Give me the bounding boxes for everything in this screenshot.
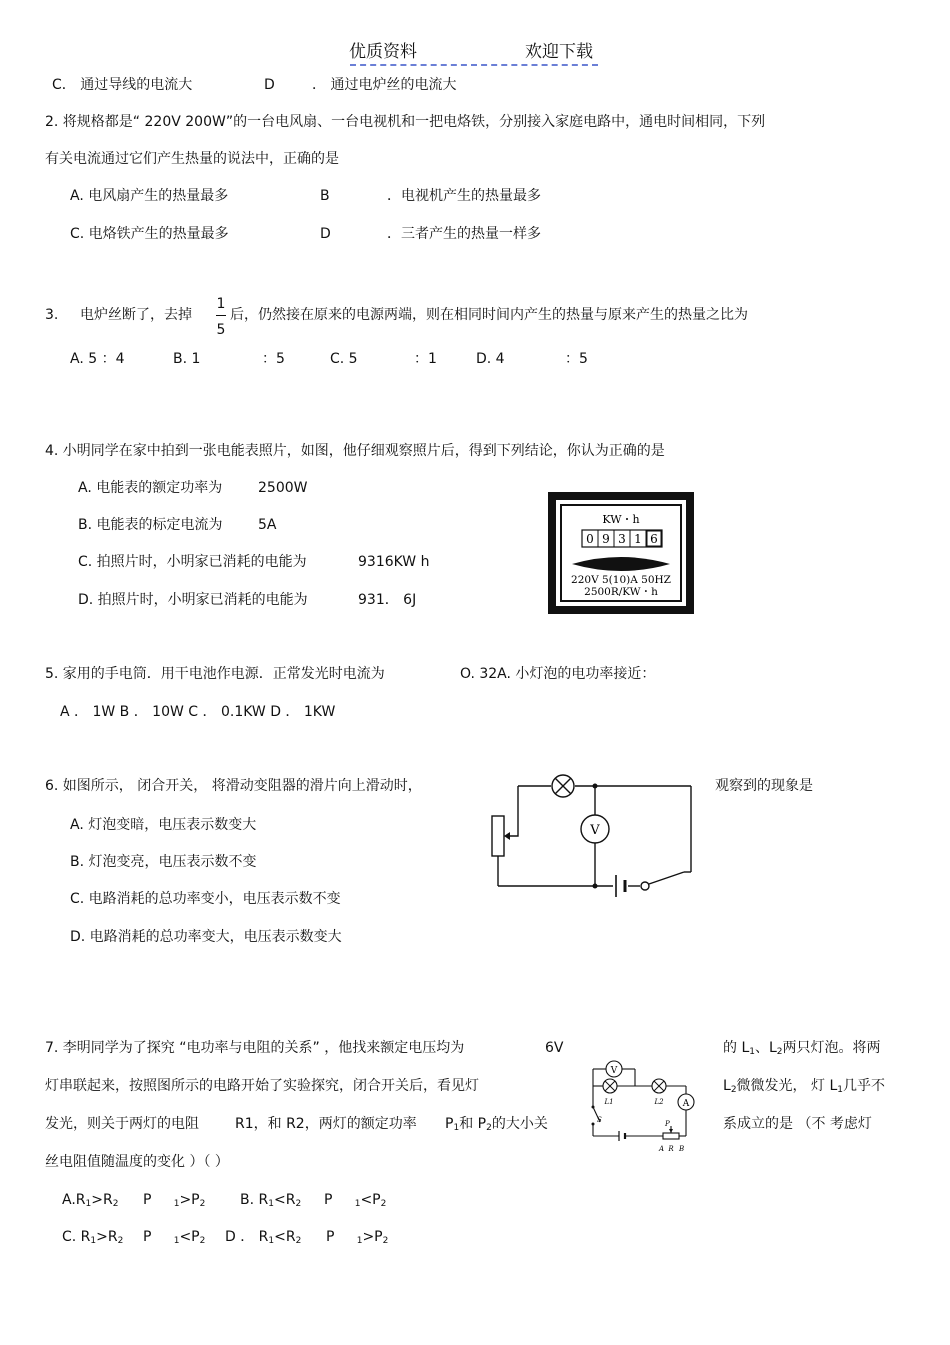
q7-line3-a: 发光，则关于两灯的电阻	[45, 1116, 199, 1132]
q2-stem-line2: 有关电流通过它们产生热量的说法中，正确的是	[45, 151, 339, 167]
meter-digit: 0	[586, 532, 594, 546]
header-underline	[350, 64, 598, 66]
slider-label: P	[665, 1120, 670, 1128]
q1-option-c: C． 通过导线的电流大	[52, 77, 193, 93]
q1-option-d-letter: D	[264, 77, 275, 93]
q2-option-b-letter: B	[320, 188, 330, 204]
q3-stem-b: 后，仍然接在原来的电源两端，则在相同时间内产生的热量与原来产生的热量之比为	[230, 307, 748, 323]
q7-circuit-diagram	[583, 1052, 703, 1156]
rheostat-end-b: B	[679, 1145, 685, 1153]
q2-option-b-text: ．电视机产生的热量最多	[387, 188, 541, 204]
q4-option-a-value: 2500W	[258, 480, 308, 496]
q6-option-d: D. 电路消耗的总功率变大，电压表示数变大	[70, 929, 342, 945]
q3-option-c-ratio: ：1	[414, 351, 437, 367]
meter-digit: 6	[650, 532, 658, 546]
q4-option-b-value: 5A	[258, 517, 277, 533]
q4-option-b: B. 电能表的标定电流为	[78, 517, 223, 533]
q2-stem-line1: 2. 将规格都是“ 220V 200W”的一台电风扇、一台电视机和一把电烙铁，分别接入家庭电路中，通电时间相同，下列	[45, 114, 766, 130]
meter-spec-line1: 220V 5(10)A 50HZ	[571, 574, 671, 586]
q2-option-d-text: ．三者产生的热量一样多	[387, 226, 541, 242]
q7-option-d-power: P $_1>P_2$	[326, 1229, 389, 1246]
rheostat-end-a: A	[659, 1145, 665, 1153]
q3-fraction-bar	[216, 315, 226, 316]
ammeter-label: A	[682, 1099, 690, 1109]
q7-line1-c: 的 $L_1$、$L_2$两只灯泡。将两	[723, 1040, 881, 1057]
q7-option-c: C. $R_1>R_2$	[62, 1229, 124, 1246]
q1-option-d-text: ． 通过电炉丝的电流大	[312, 77, 457, 93]
meter-digit: 9	[602, 532, 610, 546]
q7-option-c-power: P $_1<P_2$	[143, 1229, 206, 1246]
lamp-l2-icon	[652, 1079, 666, 1093]
lamp-l2-label: L2	[654, 1098, 664, 1106]
meter-digit: 1	[634, 532, 642, 546]
rheostat-label: R	[668, 1145, 674, 1153]
q7-line3-d: 系成立的是 （不 考虑灯	[723, 1116, 872, 1132]
q3-fraction-denominator: 5	[216, 322, 226, 338]
q6-option-c: C. 电路消耗的总功率变小，电压表示数不变	[70, 891, 341, 907]
energy-meter-figure	[548, 492, 694, 614]
q3-option-b-ratio: ：5	[262, 351, 285, 367]
q6-option-a: A. 灯泡变暗，电压表示数变大	[70, 817, 257, 833]
q3-option-b: B. 1	[173, 351, 201, 367]
header-right: 欢迎下载	[525, 42, 593, 62]
q6-stem-a: 6. 如图所示， 闭合开关， 将滑动变阻器的滑片向上滑动时，	[45, 778, 422, 794]
meter-spec-line2: 2500R/KW・h	[584, 586, 658, 598]
q7-line4: 丝电阻值随温度的变化 ）（ ）	[45, 1154, 229, 1170]
q7-line1-a: 7. 李明同学为了探究 “电功率与电阻的关系” ，他找来额定电压均为	[45, 1040, 465, 1056]
voltmeter-label: V	[610, 1066, 618, 1076]
meter-digit: 3	[618, 532, 626, 546]
q7-line3-c: $P_1$和 $P_2$的大小关	[445, 1116, 548, 1133]
q4-stem: 4. 小明同学在家中拍到一张电能表照片，如图，他仔细观察照片后，得到下列结论，你认为正确的是	[45, 443, 665, 459]
q6-circuit-diagram	[488, 772, 698, 902]
q7-option-a: $A.R_1>R_2$	[62, 1192, 119, 1209]
q5-stem-a: 5. 家用的手电筒．用干电池作电源．正常发光时电流为	[45, 666, 385, 682]
q2-option-c: C. 电烙铁产生的热量最多	[70, 226, 229, 242]
lamp-icon	[552, 775, 574, 797]
q6-stem-b: 观察到的现象是	[715, 778, 813, 794]
q3-fraction-numerator: 1	[216, 296, 226, 312]
q4-option-a: A. 电能表的额定功率为	[78, 480, 223, 496]
q3-option-c: C. 5	[330, 351, 358, 367]
q2-option-d-letter: D	[320, 226, 331, 242]
q5-options: A ． 1W B ． 10W C ． 0.1KW D ． 1KW	[60, 704, 336, 720]
q4-option-c-value: 9316KW h	[358, 554, 430, 570]
voltmeter-label: V	[590, 823, 600, 838]
q7-line1-b: 6V	[545, 1040, 564, 1056]
q3-option-d-ratio: ：5	[565, 351, 588, 367]
lamp-l1-label: L1	[604, 1098, 614, 1106]
q7-line2-a: 灯串联起来，按照图所示的电路开始了实验探究，闭合开关后，看见灯	[45, 1078, 479, 1094]
header-left: 优质资料	[349, 42, 417, 62]
q7-line2-b: $L_2$微微发光， 灯 $L_1$几乎不	[723, 1078, 885, 1095]
q7-option-a-power: P $_1>P_2$	[143, 1192, 206, 1209]
q5-stem-b: O. 32A. 小灯泡的电功率接近：	[460, 666, 656, 682]
q4-option-d-value: 931． 6J	[358, 592, 417, 608]
q3-option-d: D. 4	[476, 351, 505, 367]
q7-option-d: D ． $R_1<R_2$	[225, 1229, 302, 1246]
switch-label: S	[597, 1116, 602, 1124]
q3-number: 3.	[45, 307, 59, 323]
q7-option-b: B. $R_1<R_2$	[240, 1192, 302, 1209]
q4-option-d: D. 拍照片时，小明家已消耗的电能为	[78, 592, 308, 608]
q4-option-c: C. 拍照片时，小明家已消耗的电能为	[78, 554, 307, 570]
meter-unit: KW・h	[602, 513, 640, 526]
q2-option-a: A. 电风扇产生的热量最多	[70, 188, 229, 204]
q6-option-b: B. 灯泡变亮，电压表示数不变	[70, 854, 257, 870]
q3-option-a: A. 5 ：4	[70, 351, 125, 367]
q7-line3-b: R1，和 R2，两灯的额定功率	[235, 1116, 417, 1132]
q3-stem-a: 电炉丝断了，去掉	[80, 307, 192, 323]
q7-option-b-power: P $_1<P_2$	[324, 1192, 387, 1209]
lamp-l1-icon	[603, 1079, 617, 1093]
